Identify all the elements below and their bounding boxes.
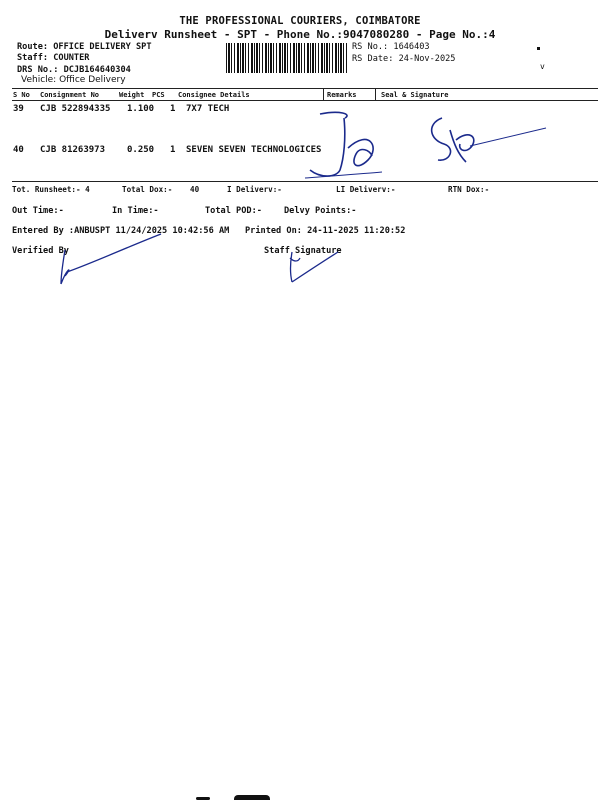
seal-signature <box>420 110 550 170</box>
col-header-weight: Weight <box>119 91 145 99</box>
table-top-rule <box>12 88 598 89</box>
staff-signature <box>286 248 346 288</box>
table-header-rule <box>12 100 598 101</box>
route-label: Route: OFFICE DELIVERY SPT <box>17 42 152 52</box>
remarks-handwriting <box>300 108 390 183</box>
scan-smudge <box>234 795 270 800</box>
row-pcs: 1 <box>170 145 176 155</box>
col-header-consignee: Consignee Details <box>178 91 250 99</box>
col-divider <box>323 88 324 101</box>
verified-by-signature <box>55 228 165 288</box>
total-dox-value: 40 <box>190 185 200 194</box>
delvy-points-label: Delvy Points:- <box>284 206 357 216</box>
barcode-image <box>226 43 348 73</box>
rs-date: RS Date: 24-Nov-2025 <box>352 54 456 64</box>
row-consignment: CJB 522894335 <box>40 104 111 114</box>
scan-speck <box>537 47 540 50</box>
row-consignee: 7X7 TECH <box>186 104 230 114</box>
delivery-label: I Deliverv:- <box>227 185 282 194</box>
rtn-dox-label: RTN Dox:- <box>448 185 490 194</box>
col-header-remarks: Remarks <box>327 91 357 99</box>
col-header-consignment: Consignment No <box>40 91 100 99</box>
rs-number: RS No.: 1646403 <box>352 42 430 52</box>
drs-number: DRS No.: DCJB164640304 <box>17 65 131 75</box>
col-header-sno: S No <box>13 91 30 99</box>
row-consignee: SEVEN SEVEN TECHNOLOGICES <box>186 145 322 155</box>
col-header-pcs: PCS <box>152 91 165 99</box>
row-sno: 39 <box>13 104 24 114</box>
row-consignment: CJB 81263973 <box>40 145 106 155</box>
row-weight: 1.100 <box>127 104 155 114</box>
row-pcs: 1 <box>170 104 176 114</box>
li-delivery-label: LI Deliverv:- <box>336 185 396 194</box>
verified-by-label: Verified By <box>12 246 69 256</box>
company-title: THE PROFESSIONAL COURIERS, COIMBATORE <box>179 15 421 27</box>
staff-label: Staff: COUNTER <box>17 53 90 63</box>
entered-by: Entered By :ANBUSPT 11/24/2025 10:42:56 AM <box>12 226 230 236</box>
row-sno: 40 <box>13 145 24 155</box>
tot-runsheet: Tot. Runsheet:- 4 <box>12 185 90 194</box>
scan-mark: v <box>540 62 545 71</box>
printed-on: Printed On: 24-11-2025 11:20:52 <box>245 226 406 236</box>
staff-signature-label: Staff Signature <box>264 246 342 256</box>
col-divider <box>375 88 376 101</box>
row-weight: 0.250 <box>127 145 155 155</box>
col-header-seal: Seal & Signature <box>381 91 449 99</box>
out-time-label: Out Time:- <box>12 206 64 216</box>
in-time-label: In Time:- <box>112 206 159 216</box>
total-pod-label: Total POD:- <box>205 206 262 216</box>
vehicle-label: Vehicle: Office Delivery <box>21 75 126 85</box>
total-dox-label: Total Dox:- <box>122 185 173 194</box>
runsheet-subtitle: Deliverv Runsheet - SPT - Phone No.:9047080280 - Page No.:4 <box>104 28 496 41</box>
